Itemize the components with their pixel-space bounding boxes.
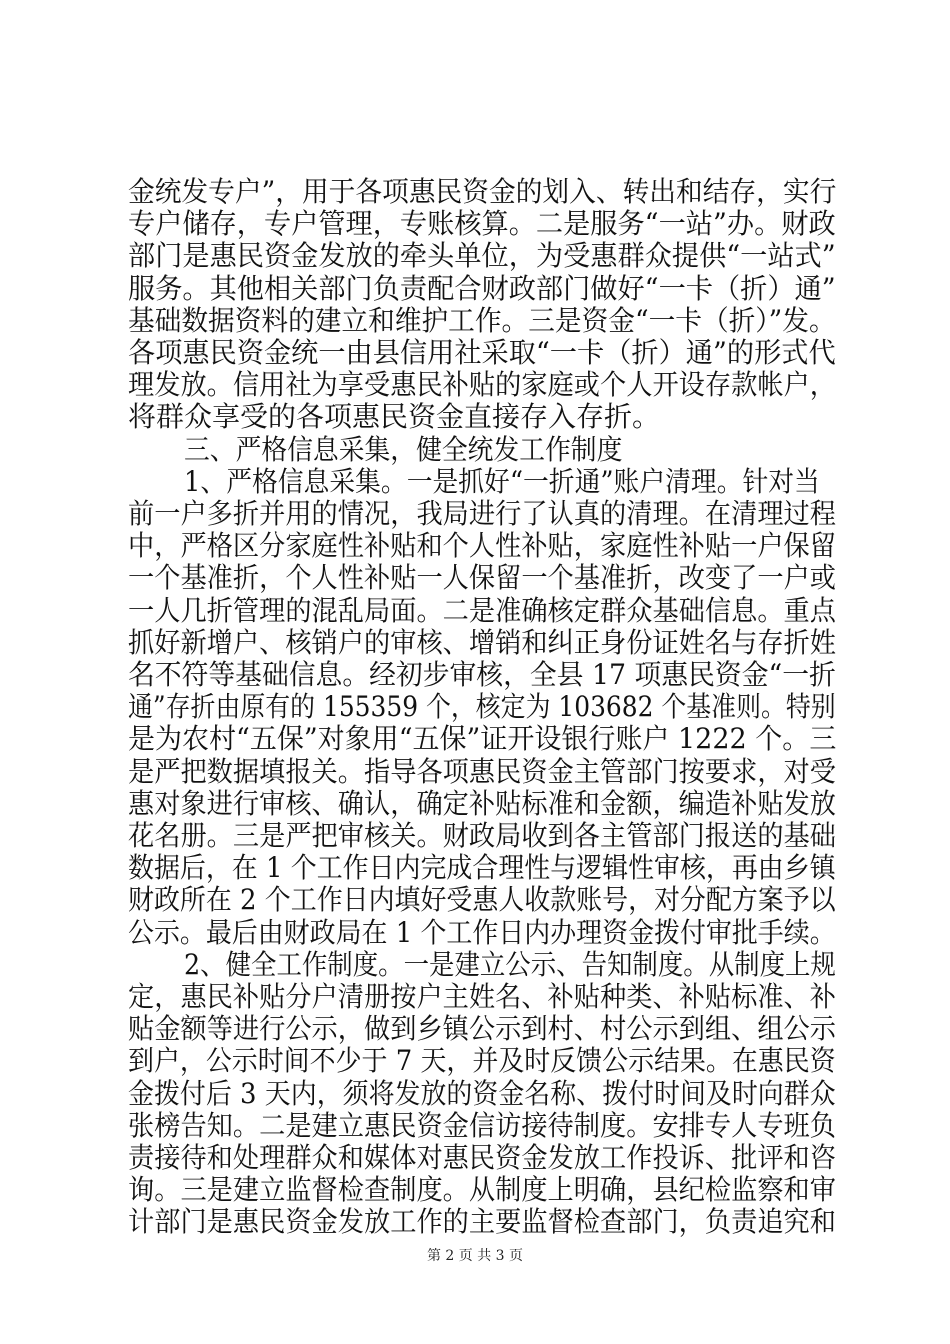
text-line: 询。三是建立监督检查制度。从制度上明确，县纪检监察和审 bbox=[128, 1173, 837, 1207]
text-line: 责接待和处理群众和媒体对惠民资金发放工作投诉、批评和咨 bbox=[128, 1141, 837, 1174]
text-line: 基础数据资料的建立和维护工作。三是资金“一卡（折）”发。 bbox=[128, 303, 836, 337]
text-line: 一人几折管理的混乱局面。二是准确核定群众基础信息。重点 bbox=[128, 593, 837, 627]
text-line: 理发放。信用社为享受惠民补贴的家庭或个人开设存款帐户， bbox=[128, 368, 837, 402]
text-line: 金统发专户”，用于各项惠民资金的划入、转出和结存，实行 bbox=[128, 175, 837, 208]
text-line: 抓好新增户、核销户的审核、增销和纠正身份证姓名与存折姓 bbox=[128, 625, 837, 659]
text-line: 服务。其他相关部门负责配合财政部门做好“一卡（折）通” bbox=[128, 271, 836, 305]
text-line: 惠对象进行审核、确认，确定补贴标准和金额，编造补贴发放 bbox=[128, 786, 837, 820]
text-line: 专户储存，专户管理，专账核算。二是服务“一站”办。财政 bbox=[128, 207, 836, 241]
text-line: 前一户多折并用的情况，我局进行了认真的清理。在清理过程 bbox=[128, 497, 837, 530]
text-line: 一个基准折，个人性补贴一人保留一个基准折，改变了一户或 bbox=[128, 561, 837, 595]
text-line: 公示。最后由财政局在 1 个工作日内办理资金拨付审批手续。 bbox=[128, 915, 836, 949]
text-line: 财政所在 2 个工作日内填好受惠人收款账号，对分配方案予以 bbox=[128, 883, 836, 917]
text-line: 定，惠民补贴分户清册按户主姓名、补贴种类、补贴标准、补 bbox=[128, 980, 837, 1013]
text-line: 数据后，在 1 个工作日内完成合理性与逻辑性审核，再由乡镇 bbox=[128, 851, 836, 885]
text-line: 是严把数据填报关。指导各项惠民资金主管部门按要求，对受 bbox=[128, 754, 837, 788]
text-line: 到户，公示时间不少于 7 天，并及时反馈公示结果。在惠民资 bbox=[128, 1044, 836, 1078]
text-line: 贴金额等进行公示，做到乡镇公示到村、村公示到组、组公示 bbox=[128, 1012, 837, 1046]
text-line: 张榜告知。二是建立惠民资金信访接待制度。安排专人专班负 bbox=[128, 1108, 837, 1142]
text-line: 花名册。三是严把审核关。财政局收到各主管部门报送的基础 bbox=[128, 819, 837, 852]
text-line: 将群众享受的各项惠民资金直接存入存折。 bbox=[128, 400, 661, 434]
text-line: 名不符等基础信息。经初步审核，全县 17 项惠民资金“一折 bbox=[128, 658, 836, 691]
page-footer: 第 2 页 共 3 页 bbox=[426, 1248, 524, 1264]
text-line: 三、严格信息采集，健全统发工作制度 bbox=[184, 432, 623, 466]
text-line: 中，严格区分家庭性补贴和个人性补贴，家庭性补贴一户保留 bbox=[128, 529, 837, 563]
text-line: 各项惠民资金统一由县信用社采取“一卡（折）通”的形式代 bbox=[128, 336, 836, 369]
text-line: 通”存折由原有的 155359 个，核定为 103682 个基准则。特别 bbox=[128, 690, 836, 724]
text-line: 金拨付后 3 天内，须将发放的资金名称、拨付时间及时向群众 bbox=[128, 1076, 836, 1110]
text-line: 计部门是惠民资金发放工作的主要监督检查部门，负责追究和 bbox=[128, 1205, 837, 1239]
text-line: 是为农村“五保”对象用“五保”证开设银行账户 1222 个。三 bbox=[128, 722, 837, 756]
text-line: 2、健全工作制度。一是建立公示、告知制度。从制度上规 bbox=[184, 947, 836, 981]
text-line: 部门是惠民资金发放的牵头单位，为受惠群众提供“一站式” bbox=[128, 239, 836, 273]
text-line: 1、严格信息采集。一是抓好“一折通”账户清理。针对当 bbox=[184, 464, 820, 498]
